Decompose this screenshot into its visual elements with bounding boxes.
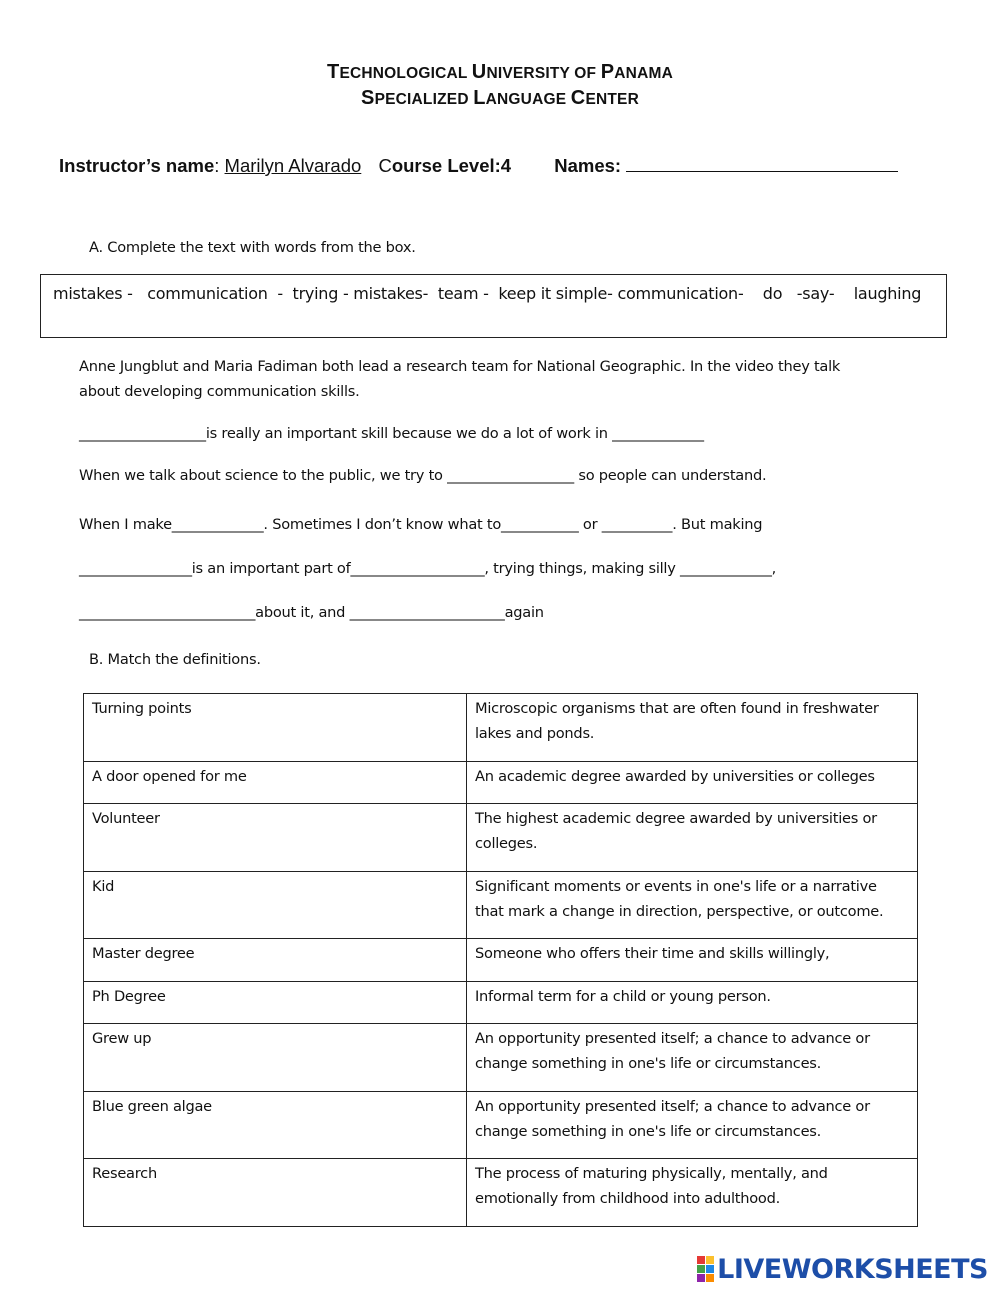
table-row: [84, 694, 918, 762]
definition-cell[interactable]: The highest academic degree awarded by universities or colleges.: [467, 804, 918, 872]
table-row: [84, 1092, 918, 1159]
term-cell[interactable]: A door opened for me: [84, 762, 467, 804]
term-cell[interactable]: Master degree: [84, 939, 467, 982]
logo-square: [706, 1256, 714, 1264]
logo-square: [697, 1256, 705, 1264]
term-cell[interactable]: Kid: [84, 872, 467, 939]
header-info-line: Instructor’s name: Marilyn Alvarado Course Level:4 Names:: [59, 153, 898, 177]
fill-sentence-2[interactable]: When we talk about science to the public, we try to __________________ so people can understand.: [79, 467, 767, 484]
term-cell[interactable]: Research: [84, 1159, 467, 1227]
instructor-label: Instructor’s name: [59, 155, 215, 176]
section-a-instruction: A. Complete the text with words from the box.: [89, 239, 416, 256]
fill-sentence-3[interactable]: When I make_____________. Sometimes I don’t know what to___________ or __________. But making: [79, 516, 763, 533]
table-row: [84, 762, 918, 804]
definition-cell[interactable]: An opportunity presented itself; a chance to advance or change something in one's life or circumstances.: [467, 1024, 918, 1092]
logo-square: [706, 1265, 714, 1273]
definition-cell[interactable]: Microscopic organisms that are often found in freshwater lakes and ponds.: [467, 694, 918, 762]
logo-square: [706, 1274, 714, 1282]
term-cell[interactable]: Turning points: [84, 694, 467, 762]
table-row: [84, 804, 918, 872]
names-label: Names:: [554, 155, 622, 176]
table-row: [84, 1159, 918, 1227]
definition-cell[interactable]: An academic degree awarded by universities or colleges: [467, 762, 918, 804]
intro-line-2: about developing communication skills.: [79, 383, 360, 400]
logo-text: LIVEWORKSHEETS: [717, 1253, 988, 1285]
logo-blocks-icon: [697, 1256, 714, 1282]
definition-cell[interactable]: The process of maturing physically, mentally, and emotionally from childhood into adulthood.: [467, 1159, 918, 1227]
word-box: [40, 274, 947, 338]
document-title-line-1: TECHNOLOGICAL UNIVERSITY OF PANAMA: [327, 61, 673, 83]
fill-sentence-5[interactable]: _________________________about it, and ______________________again: [79, 604, 544, 621]
table-row: [84, 982, 918, 1024]
logo-square: [697, 1265, 705, 1273]
definition-cell[interactable]: Significant moments or events in one's life or a narrative that mark a change in direction, perspective, or outcome.: [467, 872, 918, 939]
term-cell[interactable]: Blue green algae: [84, 1092, 467, 1159]
matching-table: [83, 693, 918, 1227]
logo-square: [697, 1274, 705, 1282]
term-cell[interactable]: Volunteer: [84, 804, 467, 872]
table-row: [84, 939, 918, 982]
word-box-text: mistakes - communication - trying - mistakes- team - keep it simple- communication- do -say- laughing: [53, 284, 922, 303]
intro-line-1: Anne Jungblut and Maria Fadiman both lead a research team for National Geographic. In the video they talk: [79, 358, 841, 375]
definition-cell[interactable]: Someone who offers their time and skills willingly,: [467, 939, 918, 982]
term-cell[interactable]: Grew up: [84, 1024, 467, 1092]
course-level: ourse Level:4: [391, 155, 512, 176]
liveworksheets-logo: [697, 1254, 988, 1284]
course-c: C: [378, 155, 392, 176]
definition-cell[interactable]: An opportunity presented itself; a chance to advance or change something in one's life or circumstances.: [467, 1092, 918, 1159]
fill-sentence-4[interactable]: ________________is an important part of___________________, trying things, making silly _____________,: [79, 560, 777, 577]
term-cell[interactable]: Ph Degree: [84, 982, 467, 1024]
fill-sentence-1[interactable]: __________________is really an important skill because we do a lot of work in _____________: [79, 425, 704, 442]
instructor-name: Marilyn Alvarado: [224, 155, 362, 176]
names-input[interactable]: [626, 153, 898, 172]
section-b-instruction: B. Match the definitions.: [89, 651, 261, 668]
table-row: [84, 872, 918, 939]
document-title-line-2: SPECIALIZED LANGUAGE CENTER: [361, 87, 639, 109]
table-row: [84, 1024, 918, 1092]
definition-cell[interactable]: Informal term for a child or young person.: [467, 982, 918, 1024]
